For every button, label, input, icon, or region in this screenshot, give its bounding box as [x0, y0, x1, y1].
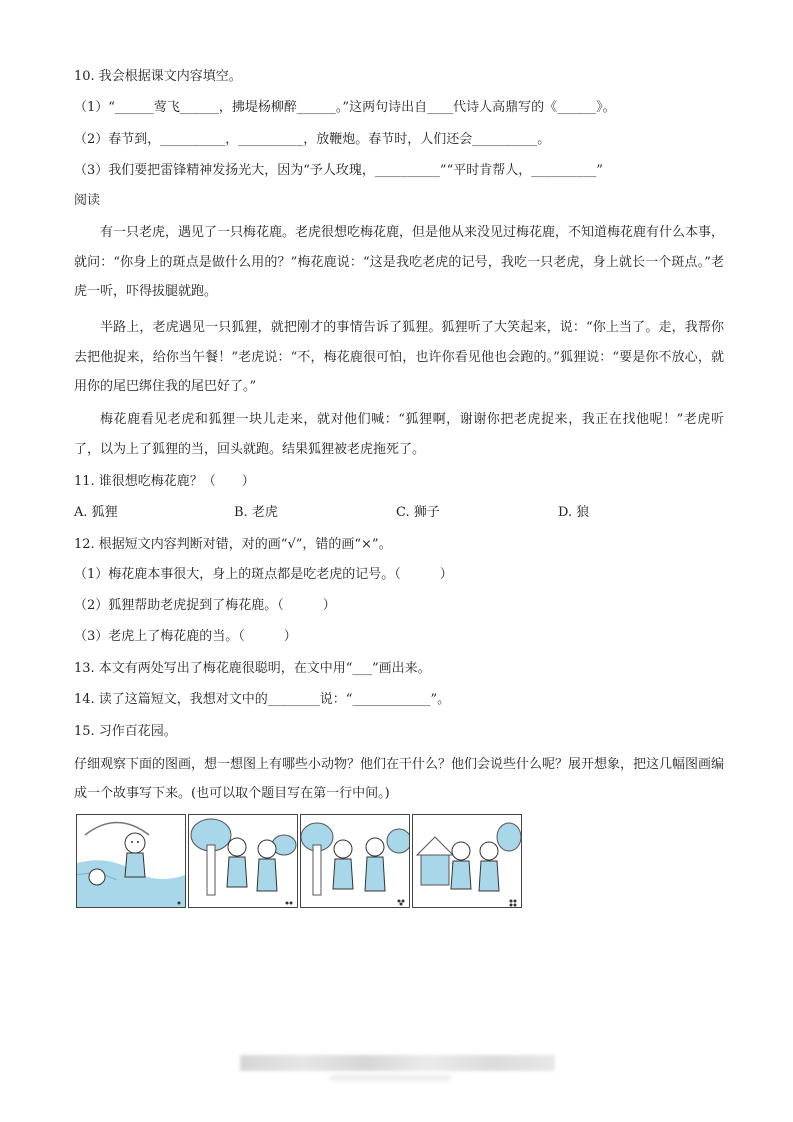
q11-option-c: C. 狮子 [396, 505, 440, 520]
q15-title: 15. 习作百花园。 [74, 724, 177, 739]
picture-panel-3 [300, 814, 410, 908]
q10-title: 10. 我会根据课文内容填空。 [74, 69, 242, 84]
reading-paragraph-1: 有一只老虎，遇见了一只梅花鹿。老虎很想吃梅花鹿，但是他从来没见过梅花鹿，不知道梅花鹿有什么本事，就问：“你身上的斑点是做什么用的？”梅花鹿说：“这是我吃老虎的记号，我吃一只老虎，身上就长一个斑点。”老虎一听，吓得拔腿就跑。 [74, 225, 725, 299]
q10-item-1: （1）“______莺飞______，拂堤杨柳醉______。”这两句诗出自____代诗人高鼎写的《______》。 [74, 100, 616, 115]
q11-option-d: D. 狼 [558, 505, 590, 520]
q10-item-2: （2）春节到，__________，__________，放鞭炮。春节时，人们还会__________。 [74, 132, 551, 147]
picture-strip [72, 812, 522, 910]
reading-paragraph-2: 半路上，老虎遇见一只狐狸，就把刚才的事情告诉了狐狸。狐狸听了大笑起来，说：“你上当了。走，我帮你去把他捉来，给你当午餐！”老虎说：“不，梅花鹿很可怕，也许你看见他也会跑的。”狐狸说：“要是你不放心，就用你的尾巴绑住我的尾巴好了。” [74, 320, 724, 394]
q13-question: 13. 本文有两处写出了梅花鹿很聪明，在文中用“___”画出来。 [74, 661, 431, 676]
reading-paragraph-3: 梅花鹿看见老虎和狐狸一块儿走来，就对他们喊：“狐狸啊，谢谢你把老虎捉来，我正在找他呢！”老虎听了，以为上了狐狸的当，回头就跑。结果狐狸被老虎拖死了。 [74, 412, 724, 457]
q12-question: 12. 根据短文内容判断对错，对的画“√”，错的画“×”。 [74, 537, 392, 552]
q11-option-a: A. 狐狸 [74, 505, 118, 520]
picture-panel-4 [412, 814, 522, 908]
q15-instruction: 仔细观察下面的图画，想一想图上有哪些小动物？他们在干什么？他们会说些什么呢？展开想象，把这几幅图画编成一个故事写下来。(也可以取个题目写在第一行中间。) [74, 757, 725, 801]
q14-question: 14. 读了这篇短文，我想对文中的________说：“____________”。 [74, 692, 451, 707]
q11-option-b: B. 老虎 [234, 505, 278, 520]
q10-item-3: （3）我们要把雷锋精神发扬光大，因为“予人玫瑰，__________”“平时肯帮人，__________” [74, 163, 603, 178]
q12-statement-1: （1）梅花鹿本事很大，身上的斑点都是吃老虎的记号。（ ） [74, 567, 453, 582]
picture-panel-2 [188, 814, 298, 908]
footer-blurred-text-secondary [330, 1075, 450, 1081]
q11-question: 11. 谁很想吃梅花鹿？（ ） [74, 474, 255, 489]
q12-statement-3: （3）老虎上了梅花鹿的当。（ ） [74, 629, 297, 644]
footer-blurred-text [240, 1055, 555, 1071]
q12-statement-2: （2）狐狸帮助老虎捉到了梅花鹿。（ ） [74, 598, 336, 613]
picture-panel-1 [76, 814, 186, 908]
reading-heading: 阅读 [74, 193, 101, 208]
